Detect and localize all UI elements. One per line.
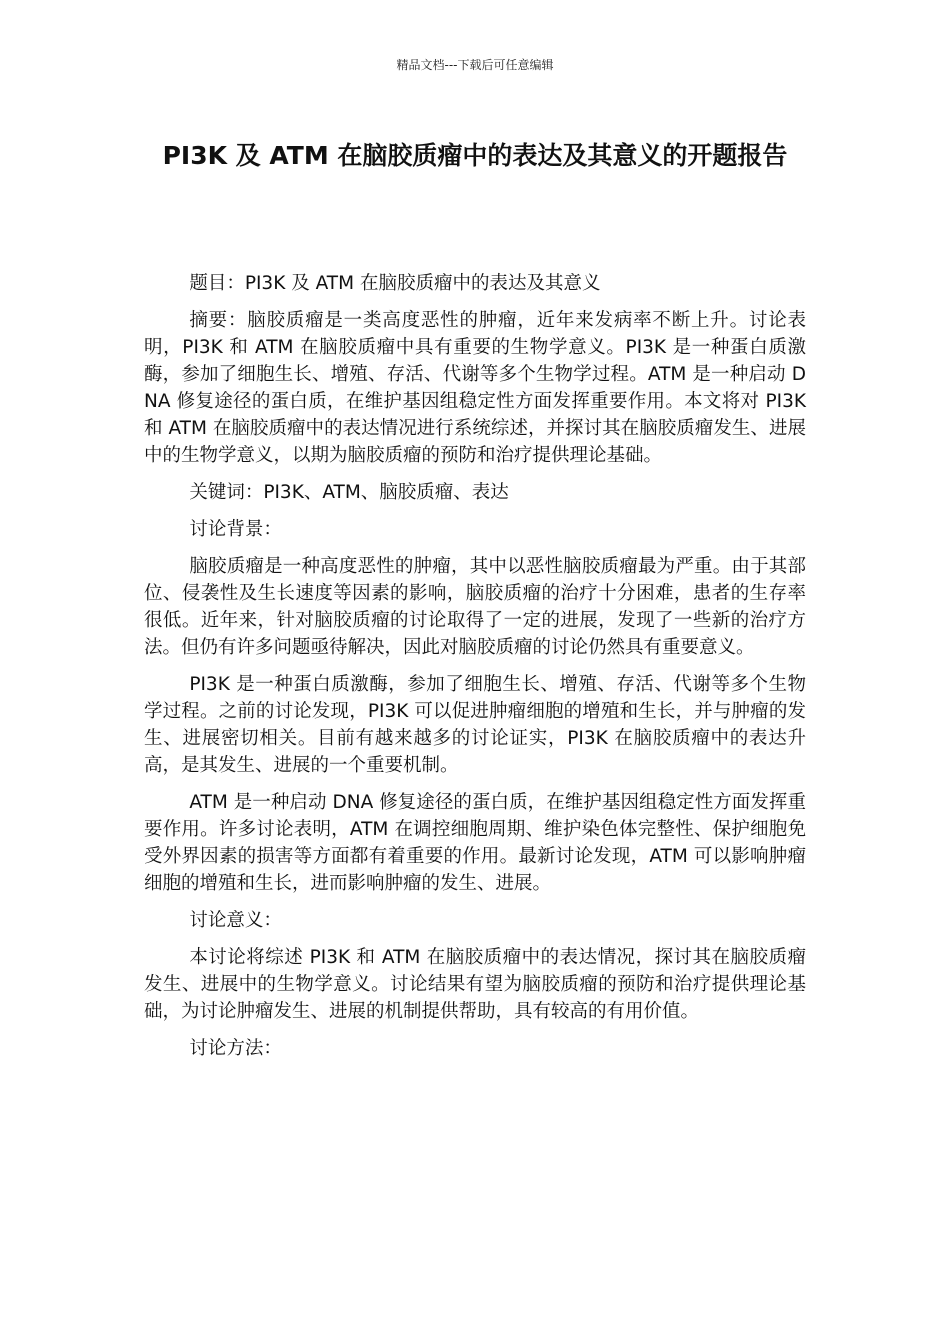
- pi3k-paragraph: PI3K 是一种蛋白质激酶，参加了细胞生长、增殖、存活、代谢等多个生物学过程。之前的讨论发现，PI3K 可以促进肿瘤细胞的增殖和生长，并与肿瘤的发生、进展密切相关。目前有越来越多的讨论证实，PI3K 在脑胶质瘤中的表达升高，是其发生、进展的一个重要机制。: [144, 674, 806, 776]
- background-paragraph: 脑胶质瘤是一种高度恶性的肿瘤，其中以恶性脑胶质瘤最为严重。由于其部位、侵袭性及生长速度等因素的影响，脑胶质瘤的治疗十分困难，患者的生存率很低。近年来，针对脑胶质瘤的讨论取得了一定的进展，发现了一些新的治疗方法。但仍有许多问题亟待解决，因此对脑胶质瘤的讨论仍然具有重要意义。: [144, 556, 806, 658]
- significance-heading: 讨论意义：: [189, 910, 282, 931]
- document-title: PI3K 及 ATM 在脑胶质瘤中的表达及其意义的开题报告: [162, 141, 788, 170]
- significance-paragraph: 本讨论将综述 PI3K 和 ATM 在脑胶质瘤中的表达情况，探讨其在脑胶质瘤发生、进展中的生物学意义。讨论结果有望为脑胶质瘤的预防和治疗提供理论基础，为讨论肿瘤发生、进展的机制提供帮助，具有较高的有用价值。: [144, 947, 806, 1022]
- keywords-paragraph: 关键词：PI3K、ATM、脑胶质瘤、表达: [189, 482, 509, 503]
- abstract-paragraph: 摘要：脑胶质瘤是一类高度恶性的肿瘤，近年来发病率不断上升。讨论表明，PI3K 和 ATM 在脑胶质瘤中具有重要的生物学意义。PI3K 是一种蛋白质激酶，参加了细胞生长、增殖、存活、代谢等多个生物学过程。ATM 是一种启动 DNA 修复途径的蛋白质，在维护基因组稳定性方面发挥重要作用。本文将对 PI3K 和 ATM 在脑胶质瘤中的表达情况进行系统综述，并探讨其在脑胶质瘤发生、进展中的生物学意义，以期为脑胶质瘤的预防和治疗提供理论基础。: [144, 310, 806, 466]
- methods-heading: 讨论方法：: [189, 1038, 282, 1059]
- document-body: [144, 270, 806, 1072]
- background-heading: 讨论背景：: [189, 519, 282, 540]
- topic-paragraph: 题目：PI3K 及 ATM 在脑胶质瘤中的表达及其意义: [189, 273, 601, 294]
- atm-paragraph: ATM 是一种启动 DNA 修复途径的蛋白质，在维护基因组稳定性方面发挥重要作用。许多讨论表明，ATM 在调控细胞周期、维护染色体完整性、保护细胞免受外界因素的损害等方面都有着重要的作用。最新讨论发现，ATM 可以影响肿瘤细胞的增殖和生长，进而影响肿瘤的发生、进展。: [144, 792, 806, 894]
- header-note: 精品文档---下载后可任意编辑: [396, 58, 554, 72]
